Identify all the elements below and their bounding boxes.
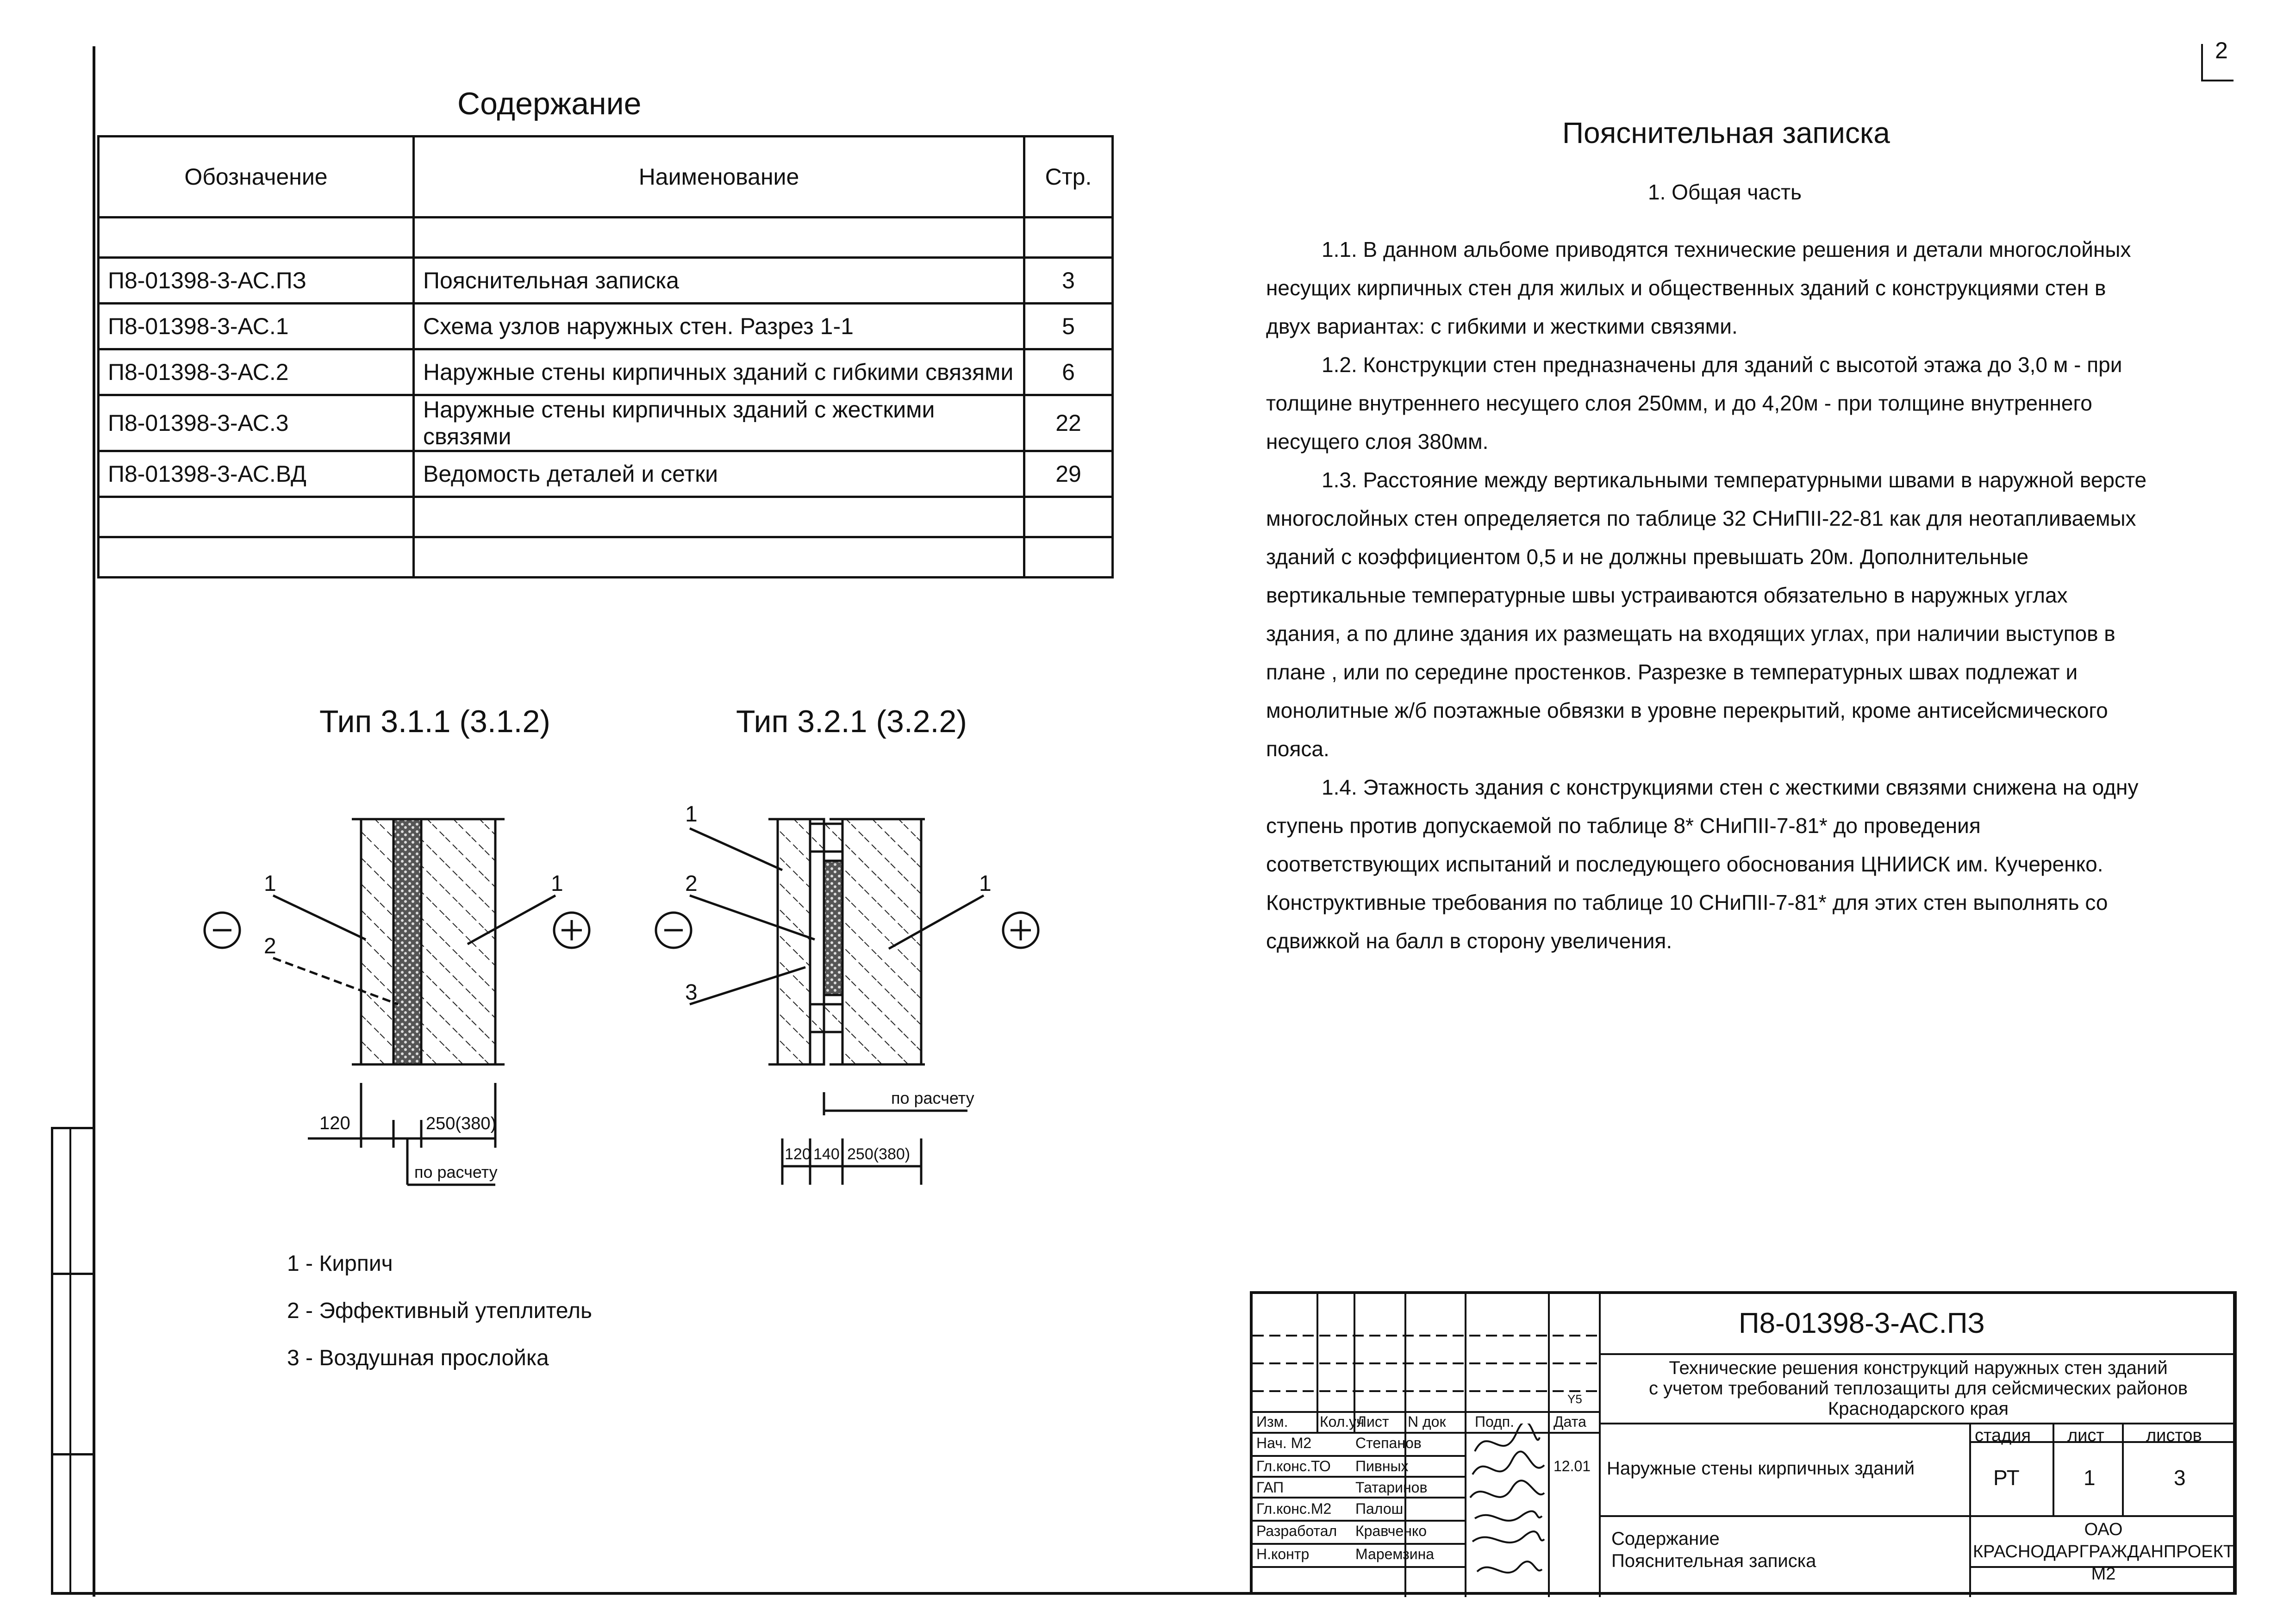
stamp-sheet-label: лист <box>2067 1426 2104 1445</box>
diagram-type1-label2: 2 <box>264 934 276 958</box>
diagram-type1-label1-left: 1 <box>264 871 276 896</box>
diagram-type2-label3: 3 <box>685 980 698 1005</box>
page-number-bracket-h <box>2201 80 2234 81</box>
insulation-layer <box>393 819 421 1064</box>
note-line: сдвижкой на балл в сторону увеличения. <box>1266 929 1672 953</box>
margin-rule-2 <box>51 1273 95 1275</box>
diagram-type2-dim-120: 120 <box>785 1145 811 1163</box>
diagram-type1-dim-250: 250(380) <box>426 1114 497 1133</box>
note-line: несущих кирпичных стен для жилых и общественных зданий с конструкциями стен в <box>1266 276 2106 300</box>
diagram-type1-dim-calc: по расчету <box>414 1163 498 1181</box>
note-line: Конструктивные требования по таблице 10 СНиПII-7-81* для этих стен выполнять со <box>1266 890 2108 914</box>
rigid-tie-bottom <box>810 1004 842 1032</box>
stamp-organization <box>1971 1518 2236 1585</box>
stamp-name: Пивных <box>1355 1458 1409 1474</box>
contents-code: П8-01398-3-АС.3 <box>99 395 414 451</box>
contents-header-name: Наименование <box>414 137 1024 218</box>
diagram-type2-label1-right: 1 <box>979 871 992 896</box>
stamp-role: Гл.конс.М2 <box>1256 1500 1332 1517</box>
stamp-name: Татаринов <box>1355 1479 1428 1496</box>
legend <box>287 1240 592 1382</box>
wall-section-diagrams <box>0 0 1157 1250</box>
contents-code: П8-01398-3-АС.1 <box>99 304 414 349</box>
stamp-stage: РТ <box>1993 1466 2020 1490</box>
legend-item: 2 - Эффективный утеплитель <box>287 1299 593 1323</box>
note-title: Пояснительная записка <box>1562 116 1890 149</box>
diagram-type2-label2: 2 <box>685 871 698 896</box>
stamp-project-title-line: Краснодарского края <box>1828 1399 2009 1419</box>
stamp-date: 12.01 <box>1554 1458 1591 1474</box>
page-number-bracket-v <box>2201 44 2203 81</box>
stamp-role: Нач. М2 <box>1256 1435 1312 1451</box>
signatures <box>1466 1424 1549 1597</box>
note-line: плане , или по середине простенков. Разрезке в температурных швах подлежат и <box>1266 660 2078 684</box>
note-line: 1.4. Этажность здания с конструкциями стен с жесткими связями снижена на одну <box>1322 775 2139 799</box>
stamp-role: Разработал <box>1256 1523 1337 1539</box>
note-line: ступень против допускаемой по таблице 8* СНиПII-7-81* до проведения <box>1266 814 1981 838</box>
diagram-type1-title: Тип 3.1.1 (3.1.2) <box>319 704 550 739</box>
note-line: монолитные ж/б поэтажные обвязки в уровне перекрытий, кроме антисейсмического <box>1266 698 2108 722</box>
note-line: толщине внутреннего несущего слоя 250мм, и до 4,20м - при толщине внутреннего <box>1266 391 2092 415</box>
stamp-org-line: М2 <box>2091 1564 2116 1584</box>
stamp-header-podp: Подп. <box>1475 1413 1514 1430</box>
stamp-name: Степанов <box>1355 1435 1422 1451</box>
diagram-type1-label1-right: 1 <box>551 871 563 896</box>
stamp-role: Гл.конс.ТО <box>1256 1458 1331 1474</box>
diagram-type1 <box>205 819 589 1185</box>
stamp-stage-label: стадия <box>1975 1426 2031 1445</box>
insulation-layer <box>824 861 842 995</box>
note-line: несущего слоя 380мм. <box>1266 429 1489 454</box>
contents-code: П8-01398-3-АС.ПЗ <box>99 258 414 304</box>
note-line: двух вариантах: с гибкими и жесткими связями. <box>1266 314 1738 338</box>
stamp-sheets-label: листов <box>2146 1426 2202 1445</box>
brick-outer-layer <box>361 819 393 1064</box>
stamp-project-title-line: Технические решения конструкций наружных стен зданий <box>1669 1358 2168 1378</box>
stamp-role: Н.контр <box>1256 1546 1310 1562</box>
contents-code: П8-01398-3-АС.2 <box>99 349 414 395</box>
stamp-name: Палош <box>1355 1500 1404 1517</box>
diagram-type2-title: Тип 3.2.1 (3.2.2) <box>736 704 967 739</box>
brick-outer-layer <box>778 819 810 1064</box>
note-line: 1.2. Конструкции стен предназначены для зданий с высотой этажа до 3,0 м - при <box>1322 353 2122 377</box>
note-section-title: 1. Общая часть <box>1648 180 1802 204</box>
contents-header-code: Обозначение <box>99 137 414 218</box>
note-line: вертикальные температурные швы устраиваются обязательно в наружных углах <box>1266 583 2068 607</box>
note-line: здания, а по длине здания их размещать на входящих углах, при наличии выступов в <box>1266 622 2115 646</box>
stamp-header-data: Дата <box>1554 1413 1586 1430</box>
brick-inner-layer <box>842 819 921 1064</box>
note-line: 1.3. Расстояние между вертикальными температурными швами в наружной версте <box>1322 468 2147 492</box>
contents-name: Пояснительная записка <box>414 258 1024 304</box>
contents-name: Наружные стены кирпичных зданий с жесткими связями <box>414 395 1024 451</box>
stamp-document-code: П8-01398-3-АС.ПЗ <box>1739 1307 1985 1339</box>
contents-name: Ведомость деталей и сетки <box>414 451 1024 497</box>
stamp-header-ndok: N док <box>1408 1413 1446 1430</box>
stamp-sheets: 3 <box>2174 1466 2186 1490</box>
note-line: соответствующих испытаний и последующего обоснования ЦНИИСК им. Кучеренко. <box>1266 852 2103 876</box>
contents-page: 3 <box>1024 258 1113 304</box>
stamp-contents-line: Содержание <box>1611 1529 1720 1549</box>
stamp-name: Маремзина <box>1355 1546 1435 1562</box>
rigid-tie-top <box>810 824 842 852</box>
stamp-project-title <box>1601 1358 2236 1419</box>
title-block <box>1250 1291 2236 1594</box>
stamp-org-line: ОАО <box>2084 1520 2123 1539</box>
stamp-org-line: КРАСНОДАРГРАЖДАНПРОЕКТ <box>1973 1542 2234 1561</box>
contents-page: 5 <box>1024 304 1113 349</box>
note-line: многослойных стен определяется по таблице 32 СНиПII-22-81 как для неотапливаемых <box>1266 506 2136 530</box>
stamp-name: Кравченко <box>1355 1523 1427 1539</box>
diagram-type2-dim-140: 140 <box>813 1145 840 1163</box>
diagram-type2-dim-calc: по расчету <box>891 1088 974 1107</box>
legend-item: 1 - Кирпич <box>287 1251 393 1276</box>
note-line: пояса. <box>1266 737 1329 761</box>
stamp-contents <box>1611 1528 1816 1572</box>
note-line: 1.1. В данном альбоме приводятся технические решения и детали многослойных <box>1322 237 2131 261</box>
contents-code: П8-01398-3-АС.ВД <box>99 451 414 497</box>
diagram-type1-dim-120: 120 <box>319 1113 350 1133</box>
stamp-sheet-title: Наружные стены кирпичных зданий <box>1607 1458 1915 1479</box>
note-body <box>1266 230 2229 960</box>
contents-name: Наружные стены кирпичных зданий с гибкими связями <box>414 349 1024 395</box>
diagram-type2-label1-left: 1 <box>685 802 698 827</box>
legend-item: 3 - Воздушная прослойка <box>287 1346 549 1370</box>
margin-rule-3 <box>51 1453 95 1455</box>
stamp-project-title-line: с учетом требований теплозащиты для сейсмических районов <box>1648 1378 2188 1399</box>
contents-title: Содержание <box>457 86 642 121</box>
page-number: 2 <box>2215 37 2228 63</box>
stamp-contents-line: Пояснительная записка <box>1611 1551 1816 1571</box>
contents-page: 29 <box>1024 451 1113 497</box>
brick-inner-layer <box>421 819 495 1064</box>
contents-page: 22 <box>1024 395 1113 451</box>
stamp-header-koluch: Кол.уч <box>1320 1413 1364 1430</box>
contents-page: 6 <box>1024 349 1113 395</box>
note-line: зданий с коэффициентом 0,5 и не должны превышать 20м. Дополнительные <box>1266 545 2029 569</box>
stamp-role: ГАП <box>1256 1479 1284 1496</box>
contents-header-page: Стр. <box>1024 137 1113 218</box>
diagram-type2-dim-250: 250(380) <box>847 1145 911 1163</box>
contents-name: Схема узлов наружных стен. Разрез 1-1 <box>414 304 1024 349</box>
stamp-header-izm: Изм. <box>1256 1413 1288 1430</box>
stamp-sheet: 1 <box>2084 1466 2096 1490</box>
stamp-header-list: Лист <box>1357 1413 1389 1430</box>
stamp-corner-mark: Y5 <box>1567 1392 1582 1406</box>
